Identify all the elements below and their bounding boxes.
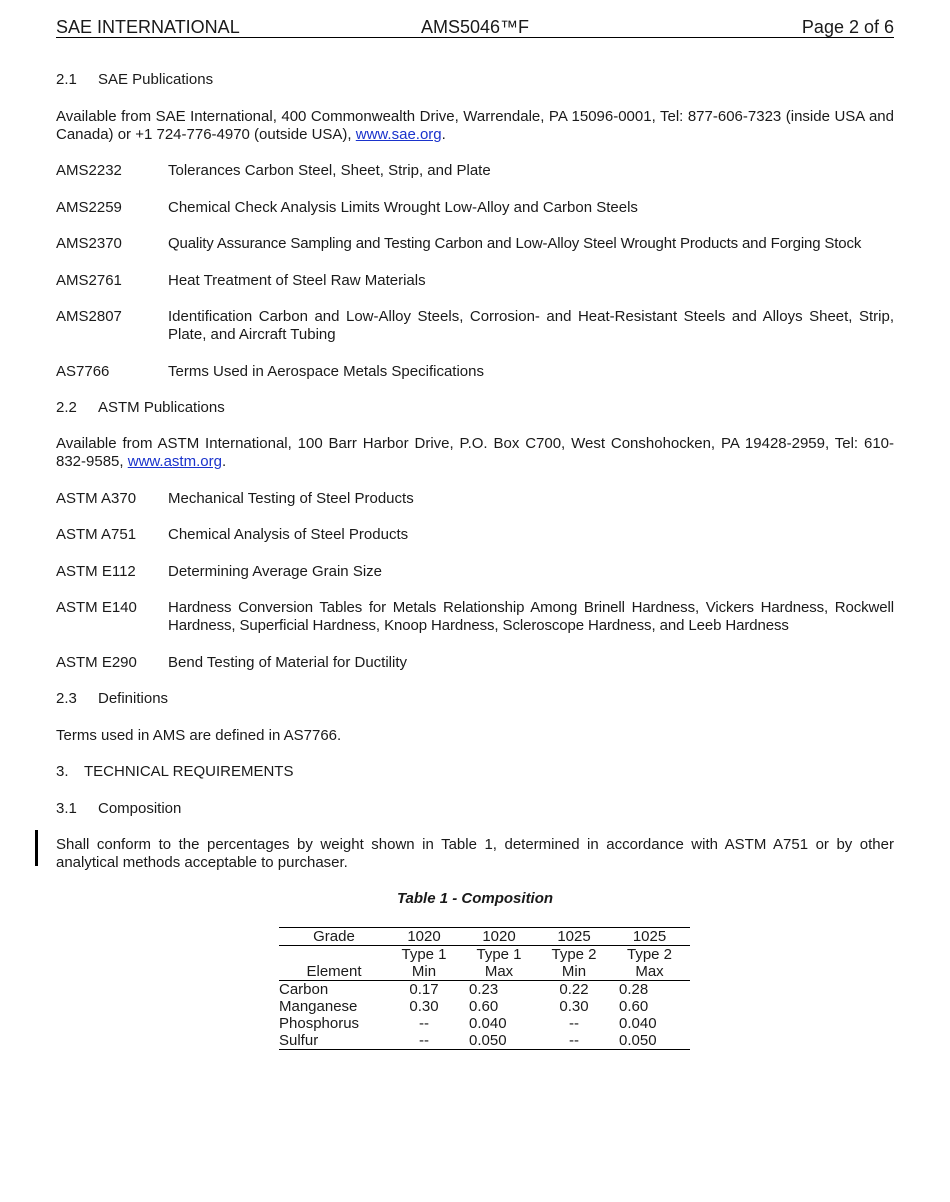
table-row: Phosphorus -- 0.040 -- 0.040	[279, 1015, 657, 1032]
page-header	[56, 17, 894, 38]
section-3-1-text: Shall conform to the percentages by weight shown in Table 1, determined in accordance with ASTM A751 or by other analytical methods acceptable to purchaser.	[56, 836, 894, 871]
reference-item: AMS2370 Quality Assurance Sampling and Testing Carbon and Low-Alloy Steel Wrought Products and Forging Stock	[56, 235, 862, 252]
table-caption: Table 1 - Composition	[396, 890, 554, 907]
reference-item: AMS2259 Chemical Check Analysis Limits Wrought Low-Alloy and Carbon Steels	[56, 199, 638, 216]
reference-item: AS7766 Terms Used in Aerospace Metals Specifications	[56, 363, 484, 380]
reference-item: ASTM A370 Mechanical Testing of Steel Products	[56, 490, 414, 507]
section-2-1-availability: Available from SAE International, 400 Commonwealth Drive, Warrendale, PA 15096-0001, Tel: 877-606-7323 (inside USA and Canada) or +1 724-776-4970 (outside USA), www.sae.org.	[56, 108, 894, 143]
sae-link[interactable]: www.sae.org	[355, 126, 442, 143]
reference-item: ASTM E140 Hardness Conversion Tables for Metals Relationship Among Brinell Hardness, Vickers Hardness, Rockwell Hardness, Superficial Hardness, Knoop Hardness, Scleroscope Hardness, and Leeb Hardness	[56, 599, 894, 634]
table-header-row: Element Min Max Min Max	[279, 963, 690, 981]
revision-bar	[35, 830, 38, 866]
reference-item: AMS2761 Heat Treatment of Steel Raw Materials	[56, 272, 426, 289]
section-2-1-heading: 2.1 SAE Publications	[56, 71, 214, 88]
composition-table	[279, 927, 690, 1050]
table-header-row: Grade 1020 1020 1025 1025	[279, 928, 690, 946]
reference-item: ASTM A751 Chemical Analysis of Steel Products	[56, 526, 409, 543]
astm-link[interactable]: www.astm.org	[127, 453, 222, 470]
reference-item: ASTM E112 Determining Average Grain Size	[56, 563, 382, 580]
table-row: Carbon 0.17 0.23 0.22 0.28	[279, 981, 649, 998]
header-org: SAE INTERNATIONAL	[56, 17, 240, 37]
section-2-2-heading: 2.2 ASTM Publications	[56, 399, 225, 416]
reference-item: AMS2807 Identification Carbon and Low-Alloy Steels, Corrosion- and Heat-Resistant Steels and Alloys Sheet, Strip, Plate, and Aircraft Tubing	[56, 308, 894, 343]
section-2-2-availability: Available from ASTM International, 100 Barr Harbor Drive, P.O. Box C700, West Conshohocken, PA 19428-2959, Tel: 610-832-9585, www.astm.org.	[56, 435, 894, 470]
reference-item: AMS2232 Tolerances Carbon Steel, Sheet, Strip, and Plate	[56, 162, 491, 179]
section-3-1-heading: 3.1 Composition	[56, 800, 182, 817]
table-row: Sulfur -- 0.050 -- 0.050	[279, 1032, 690, 1050]
reference-item: ASTM E290 Bend Testing of Material for Ductility	[56, 654, 407, 671]
section-2-3-text: Terms used in AMS are defined in AS7766.	[56, 727, 342, 744]
table-header-row: Type 1 Type 1 Type 2 Type 2	[401, 946, 673, 963]
section-2-3-heading: 2.3 Definitions	[56, 690, 169, 707]
header-page-number: Page 2 of 6	[801, 17, 894, 37]
section-3-heading: 3. TECHNICAL REQUIREMENTS	[56, 763, 294, 780]
table-row: Manganese 0.30 0.60 0.30 0.60	[279, 998, 649, 1015]
header-doc-id: AMS5046™F	[421, 17, 530, 37]
